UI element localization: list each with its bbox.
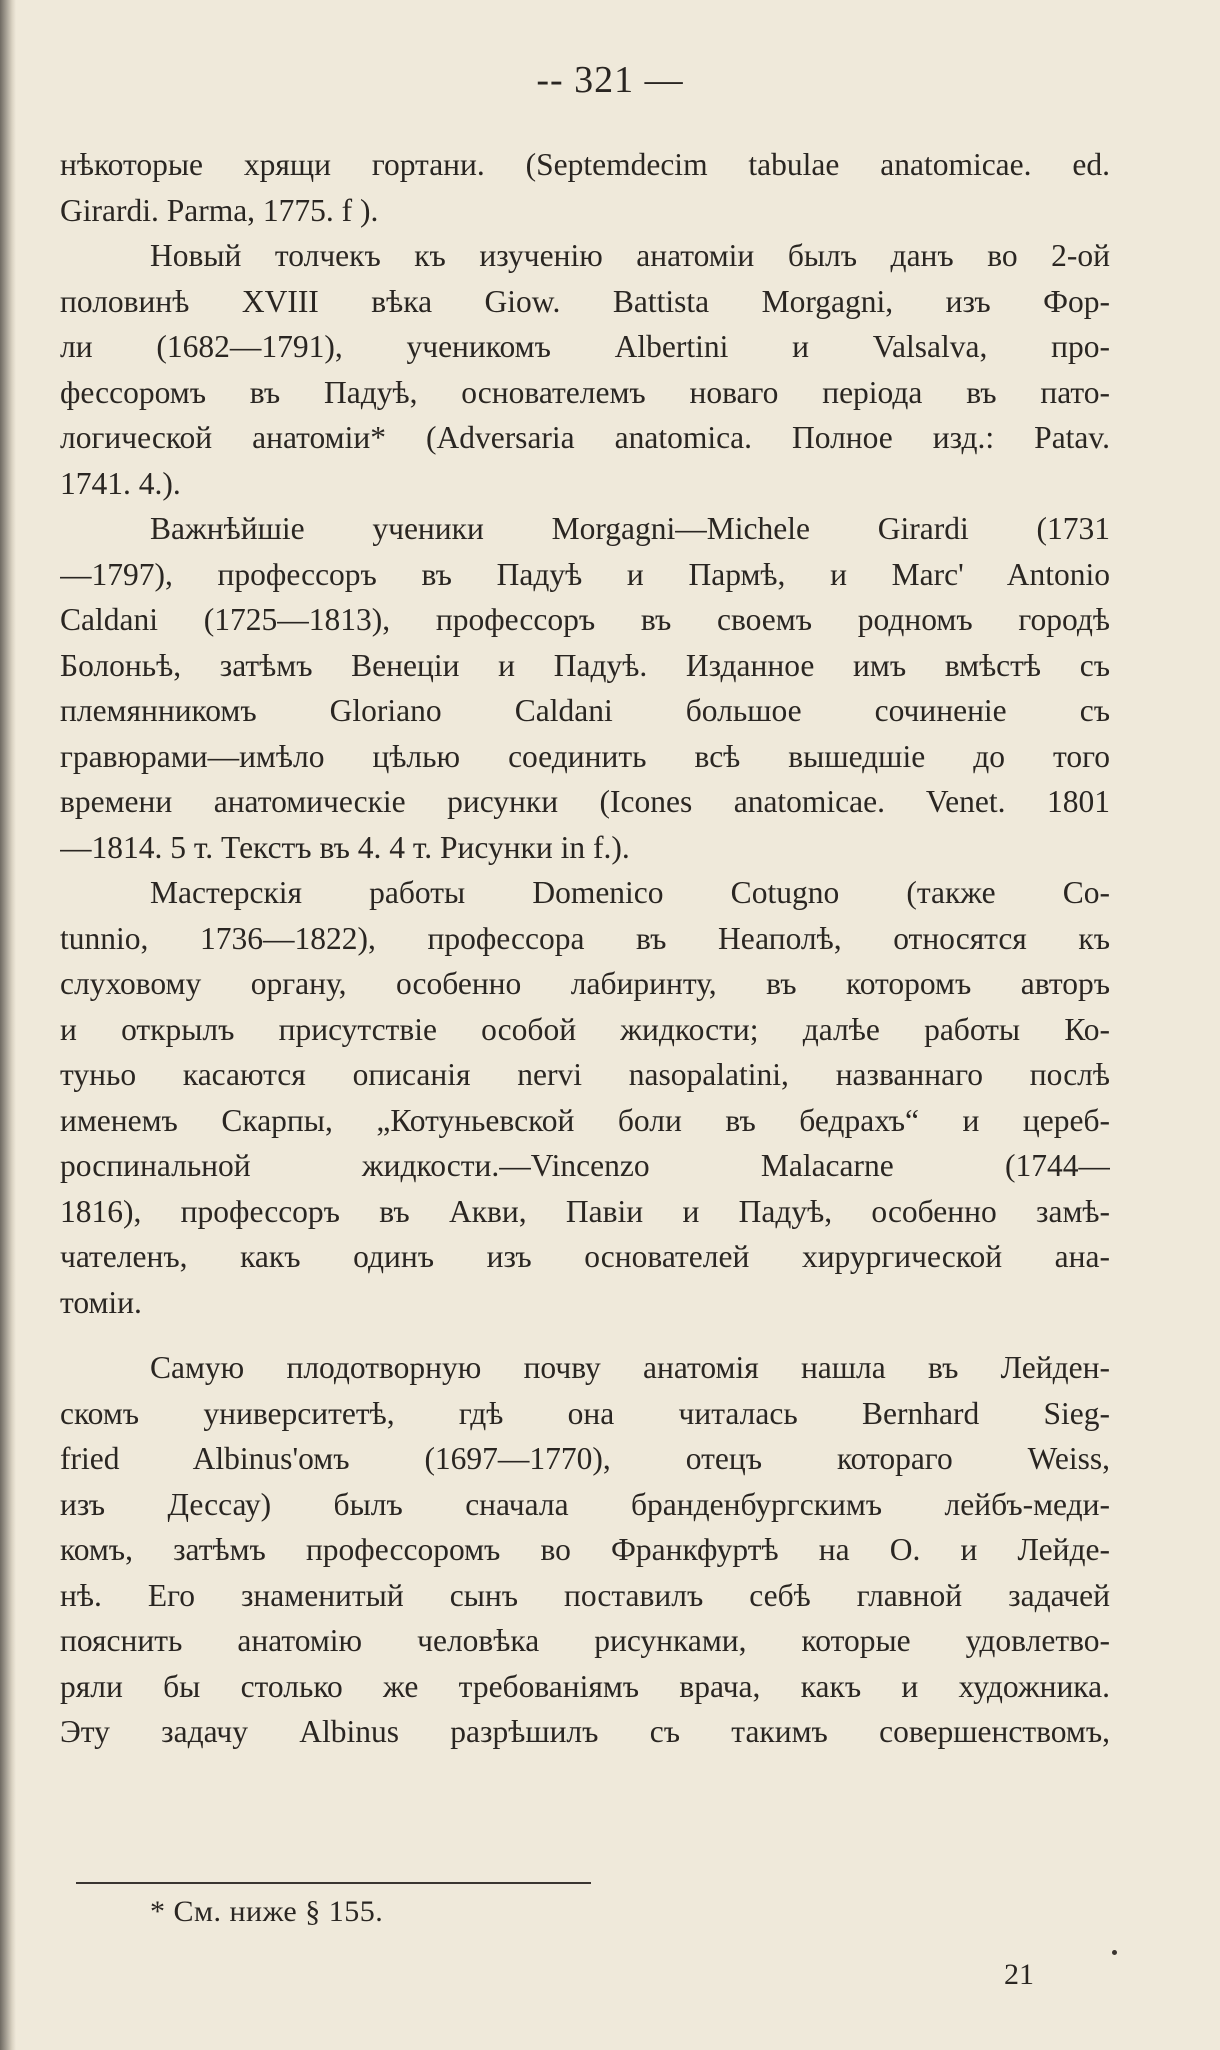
- text-line: 1816), профессоръ въ Акви, Павіи и Падуѣ, особенно замѣ-: [60, 1193, 1110, 1229]
- page-binding-shadow: [0, 0, 16, 2050]
- text-line: племянникомъ Gloriano Caldani большое сочиненіе съ: [60, 693, 1110, 728]
- text-line: слуховому органу, особенно лабиринту, въ которомъ авторъ: [60, 966, 1110, 1001]
- text-line: ряли бы столько же требованіямъ врача, какъ и художника.: [60, 1668, 1110, 1704]
- text-line: —1814. 5 т. Текстъ въ 4. 4 т. Рисунки in f.).: [60, 829, 630, 865]
- text-line: ли (1682—1791), ученикомъ Albertini и Valsalva, про-: [60, 329, 1110, 364]
- body-text: [60, 142, 1110, 1755]
- text-line: 1741. 4.).: [60, 465, 181, 501]
- text-line: fried Albinus'омъ (1697—1770), отецъ котораго Weiss,: [60, 1441, 1110, 1476]
- paragraph-start: Новый толчекъ къ изученію анатоміи былъ данъ во 2-ой: [150, 238, 1110, 273]
- text-line: половинѣ XVIII вѣка Giow. Battista Morgagni, изъ Фор-: [60, 283, 1110, 319]
- text-line: tunnio, 1736—1822), профессора въ Неаполѣ, относятся къ: [60, 920, 1110, 956]
- text-line: фессоромъ въ Падуѣ, основателемъ новаго періода въ пато-: [60, 374, 1110, 410]
- paragraph-start: Самую плодотворную почву анатомія нашла въ Лейден-: [150, 1350, 1110, 1385]
- text-line: роспинальной жидкости.—Vincenzo Malacarne (1744—: [60, 1148, 1110, 1183]
- text-line: гравюрами—имѣло цѣлью соединить всѣ вышедшіе до того: [60, 738, 1110, 774]
- footnote: * См. ниже § 155.: [150, 1895, 384, 1928]
- text-line: времени анатомическіе рисунки (Icones anatomicae. Venet. 1801: [60, 784, 1110, 819]
- text-line: чателенъ, какъ одинъ изъ основателей хирургической ана-: [60, 1239, 1110, 1274]
- paragraph-start: Важнѣйшіе ученики Morgagni—Michele Girardi (1731: [150, 511, 1110, 546]
- text-line: Болоньѣ, затѣмъ Венеціи и Падуѣ. Изданное имъ вмѣстѣ съ: [60, 647, 1110, 683]
- text-line: Caldani (1725—1813), профессоръ въ своемъ родномъ городѣ: [60, 602, 1110, 637]
- text-line: комъ, затѣмъ профессоромъ во Франкфуртѣ на О. и Лейде-: [60, 1532, 1110, 1567]
- page-number: -- 321 —: [536, 59, 684, 101]
- text-line: нѣ. Его знаменитый сынъ поставилъ себѣ главной задачей: [60, 1577, 1110, 1613]
- text-line: пояснить анатомію человѣка рисунками, которые удовлетво-: [60, 1623, 1110, 1658]
- text-line: —1797), профессоръ въ Падуѣ и Пармѣ, и Marc' Antonio: [60, 556, 1110, 592]
- text-line: и открылъ присутствіе особой жидкости; далѣе работы Ко-: [60, 1011, 1110, 1047]
- footnote-divider: [76, 1882, 591, 1884]
- text-line: Girardi. Parma, 1775. f ).: [60, 192, 379, 228]
- paper-speck: [1112, 1950, 1117, 1955]
- text-line: Эту задачу Albinus разрѣшилъ съ такимъ совершенствомъ,: [60, 1714, 1110, 1749]
- text-line: изъ Дессау) былъ сначала бранденбургскимъ лейбъ-меди-: [60, 1486, 1110, 1522]
- text-line: нѣкоторые хрящи гортани. (Septemdecim tabulae anatomicae. ed.: [60, 147, 1110, 182]
- printer-signature-mark: 21: [1004, 1958, 1034, 1991]
- text-line: именемъ Скарпы, „Котуньевской боли въ бедрахъ“ и цереб-: [60, 1102, 1110, 1138]
- text-line: логической анатоміи* (Adversaria anatomica. Полное изд.: Patav.: [60, 420, 1110, 455]
- text-line: скомъ университетѣ, гдѣ она читалась Bernhard Sieg-: [60, 1395, 1110, 1431]
- paragraph-start: Мастерскія работы Domenico Cotugno (также Co-: [150, 875, 1110, 910]
- text-line: томіи.: [60, 1284, 142, 1320]
- text-line: туньо касаются описанія nervi nasopalatini, названнаго послѣ: [60, 1057, 1110, 1092]
